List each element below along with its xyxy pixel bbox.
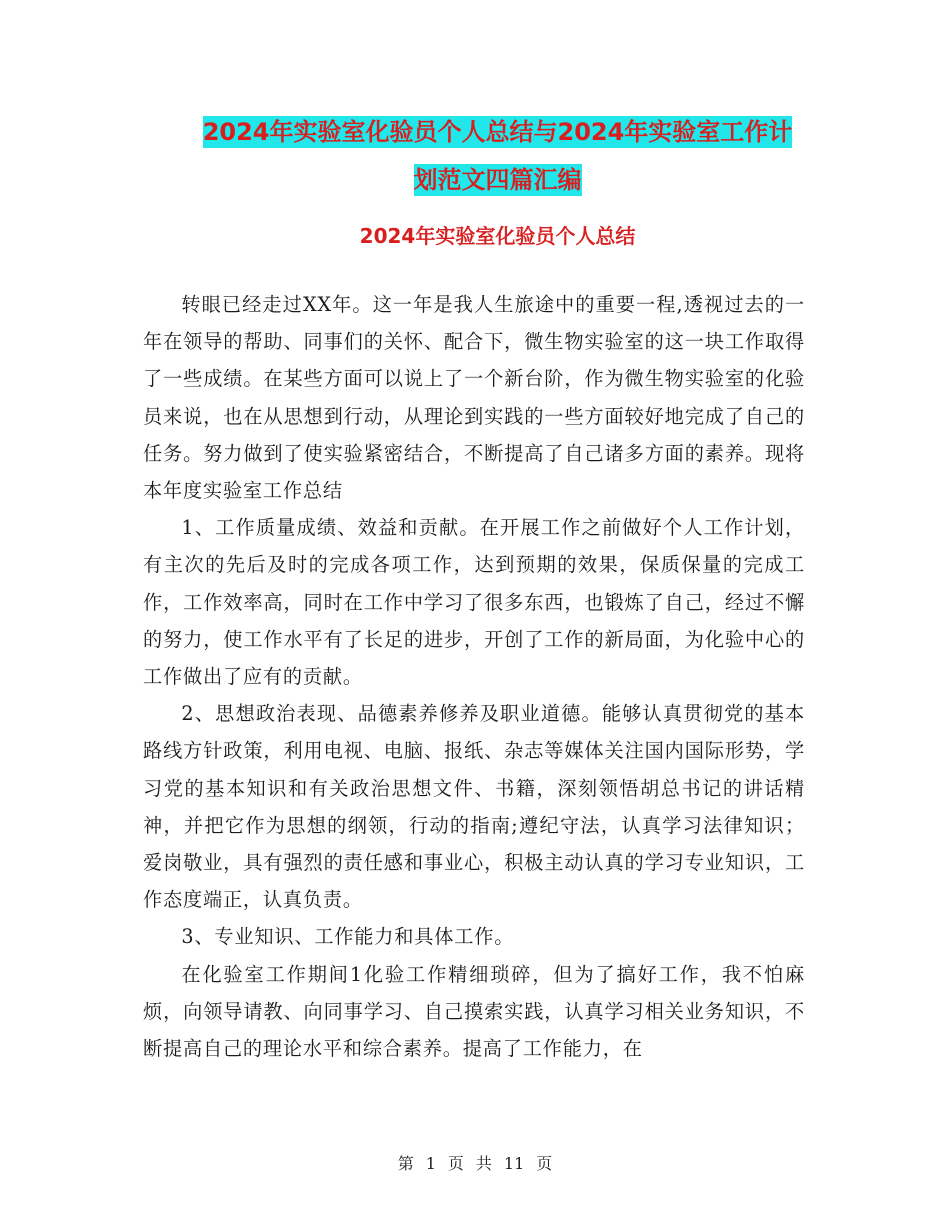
document-title-line-2: 划范文四篇汇编 bbox=[413, 166, 582, 194]
page-footer bbox=[0, 1152, 950, 1176]
document-title bbox=[140, 108, 855, 204]
total-label: 共 bbox=[475, 1154, 492, 1173]
paragraph-intro: 转眼已经走过XX年。这一年是我人生旅途中的重要一程,透视过去的一年在领导的帮助、同事们的关怀、配合下，微生物实验室的这一块工作取得了一些成绩。在某些方面可以说上了一个新台阶，作为微生物实验室的化验员来说，也在从思想到行动，从理论到实践的一些方面较好地完成了自己的任务。努力做到了使实验紧密结合，不断提高了自己诸多方面的素养。现将本年度实验室工作总结 bbox=[143, 293, 805, 503]
paragraph-work-quality: 1、工作质量成绩、效益和贡献。在开展工作之前做好个人工作计划，有主次的先后及时的完成各项工作，达到预期的效果，保质保量的完成工作，工作效率高，同时在工作中学习了很多东西，也锻炼了自己，经过不懈的努力，使工作水平有了长足的进步，开创了工作的新局面，为化验中心的工作做出了应有的贡献。 bbox=[143, 516, 805, 689]
document-body bbox=[143, 286, 805, 1067]
page-label: 第 bbox=[397, 1154, 414, 1173]
total-pages: 11 bbox=[503, 1154, 525, 1173]
paragraph-professional-heading: 3、专业知识、工作能力和具体工作。 bbox=[181, 925, 515, 949]
page-unit: 页 bbox=[447, 1154, 464, 1173]
paragraph-lab-work: 在化验室工作期间1化验工作精细琐碎，但为了搞好工作，我不怕麻烦，向领导请教、向同事学习、自己摸索实践，认真学习相关业务知识，不断提高自己的理论水平和综合素养。提高了工作能力，在 bbox=[143, 962, 805, 1061]
page-number: 1 bbox=[425, 1154, 436, 1173]
total-unit: 页 bbox=[536, 1154, 553, 1173]
section-title: 2024年实验室化验员个人总结 bbox=[359, 224, 636, 248]
paragraph-political: 2、思想政治表现、品德素养修养及职业道德。能够认真贯彻党的基本路线方针政策，利用电视、电脑、报纸、杂志等媒体关注国内国际形势，学习党的基本知识和有关政治思想文件、书籍，深刻领悟胡总书记的讲话精神，并把它作为思想的纲领，行动的指南;遵纪守法，认真学习法律知识；爱岗敬业，具有强烈的责任感和事业心，积极主动认真的学习专业知识，工作态度端正，认真负责。 bbox=[143, 702, 805, 912]
document-title-line-1: 2024年实验室化验员个人总结与2024年实验室工作计 bbox=[202, 118, 793, 146]
